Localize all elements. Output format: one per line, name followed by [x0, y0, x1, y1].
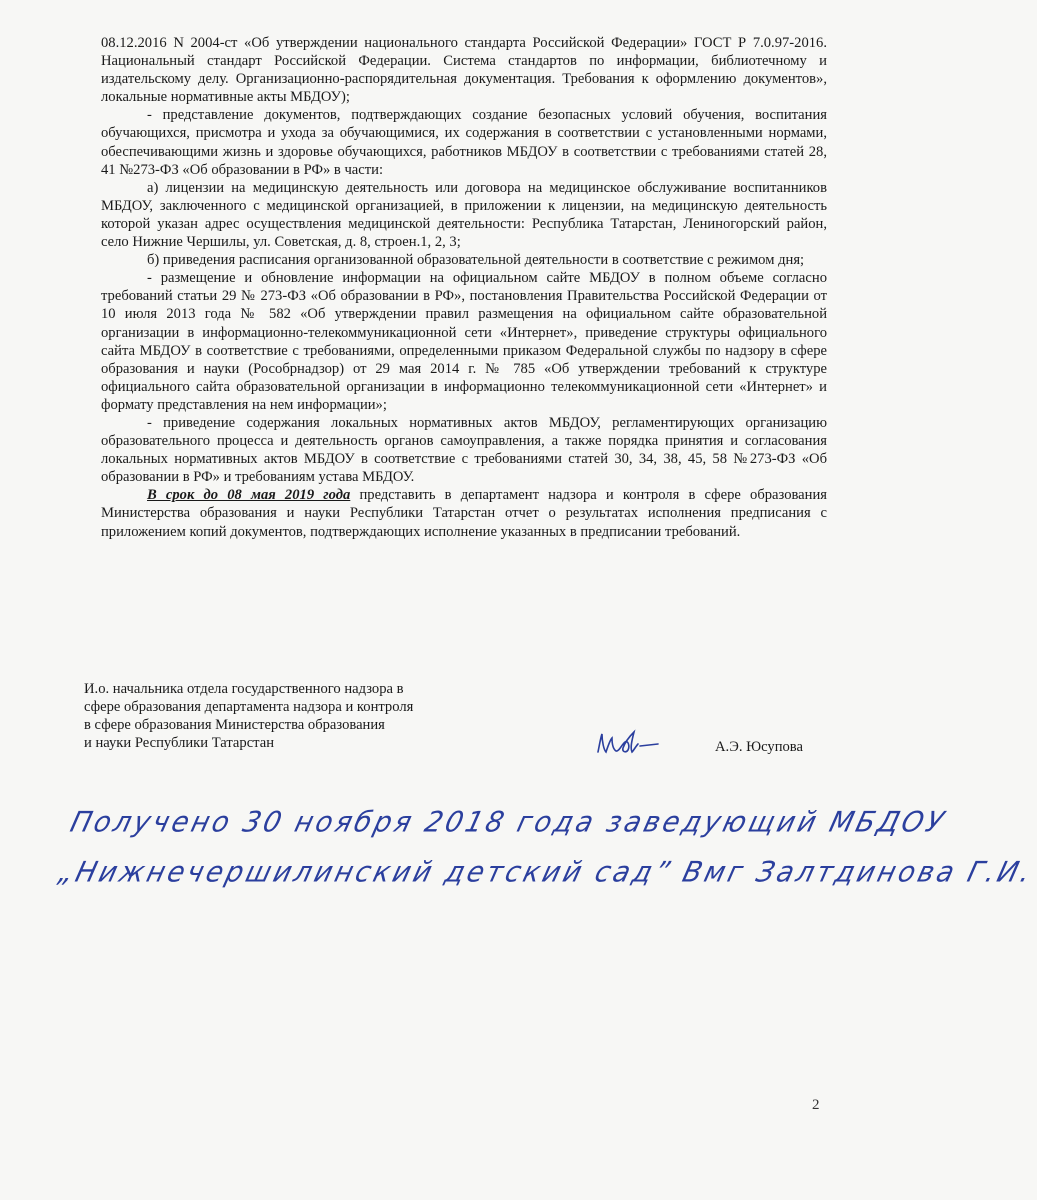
deadline-text: представить в департамент надзора и контроля в сфере образования Министерства образования и науки Республики Татарстан отчет о результатах исполнения предписания с приложением копий документов, подтверждающих исполнение указанных в предписании требований.	[101, 487, 827, 540]
handwritten-receipt-note	[55, 800, 1037, 910]
paragraph-website: - размещение и обновление информации на официальном сайте МБДОУ в полном объеме согласно требований статьи 29 № 273-ФЗ «Об образовании в РФ», постановления Правительства Российской Федерации от 10 июля 2013 года № 582 «Об утверждении правил размещения на официальном сайте образовательной организации в информационно-телекоммуникационной сети «Интернет», приведение структуры официального сайта МБДОУ в соответствие с требованиями, определенными приказом Федеральной службы по надзору в сфере образования и науки (Рособрнадзор) от 29 мая 2014 г. № 785 «Об утверждении требований к структуре официального сайта образовательной организации в информационно телекоммуникационной сети «Интернет» и формату представления на нем информации»;	[101, 270, 827, 413]
paragraph-deadline	[101, 486, 827, 540]
paragraph-medical-license: а) лицензии на медицинскую деятельность или договора на медицинское обслуживание воспитанников МБДОУ, заключенного с медицинской организацией, в приложении к лицензии, на медицинскую деятельность которой указан адрес осуществления медицинской деятельности: Республика Татарстан, Лениногорский район, село Нижние Чершилы, ул. Советская, д. 8, строен.1, 2, 3;	[101, 179, 827, 251]
handwritten-signature	[592, 722, 662, 766]
paragraph-continuation: 08.12.2016 N 2004-ст «Об утверждении национального стандарта Российской Федерации» ГОСТ Р 7.0.97-2016. Национальный стандарт Российской Федерации. Система стандартов по информации, библиотечному и издательскому делу. Организационно-распорядительная документация. Требования к оформлению документов», локальные нормативные акты МБДОУ);	[101, 35, 827, 106]
paragraph-local-acts: - приведение содержания локальных нормативных актов МБДОУ, регламентирующих организацию образовательного процесса и деятельность органов самоуправления, а также порядка принятия и согласования локальных нормативных актов МБДОУ в соответствие с требованиями статей 30, 34, 38, 45, 58 №273-ФЗ «Об образовании в РФ» и требованиям устава МБДОУ.	[101, 414, 827, 486]
document-body	[101, 34, 827, 541]
paragraph-safety-conditions: - представление документов, подтверждающих создание безопасных условий обучения, воспитания обучающихся, присмотра и ухода за обучающимися, их содержания в соответствии с установленными нормами, обеспечивающими жизнь и здоровье обучающихся, работников МБДОУ в соответствии с требованиями статей 28, 41 №273-ФЗ «Об образовании в РФ» в части:	[101, 107, 827, 178]
signatory-title-line: И.о. начальника отдела государственного надзора в	[84, 681, 404, 697]
paragraph-schedule: б) приведения расписания организованной образовательной деятельности в соответствие с режимом дня;	[147, 252, 805, 269]
handwritten-line: Получено 30 ноября 2018 года заведующий МБДОУ	[67, 806, 950, 839]
page-number: 2	[812, 1097, 820, 1113]
signatory-name: А.Э. Юсупова	[715, 739, 803, 755]
signatory-title-line: в сфере образования Министерства образования	[84, 717, 385, 734]
signatory-title	[84, 680, 514, 752]
handwritten-line: „Нижнечершилинский детский сад” Вмг Залтдинова Г.И.	[55, 856, 1037, 889]
signatory-title-line: сфере образования департамента надзора и контроля	[84, 699, 414, 716]
signatory-title-line: и науки Республики Татарстан	[84, 735, 275, 752]
deadline-emphasis: В срок до 08 мая 2019 года	[147, 487, 351, 504]
